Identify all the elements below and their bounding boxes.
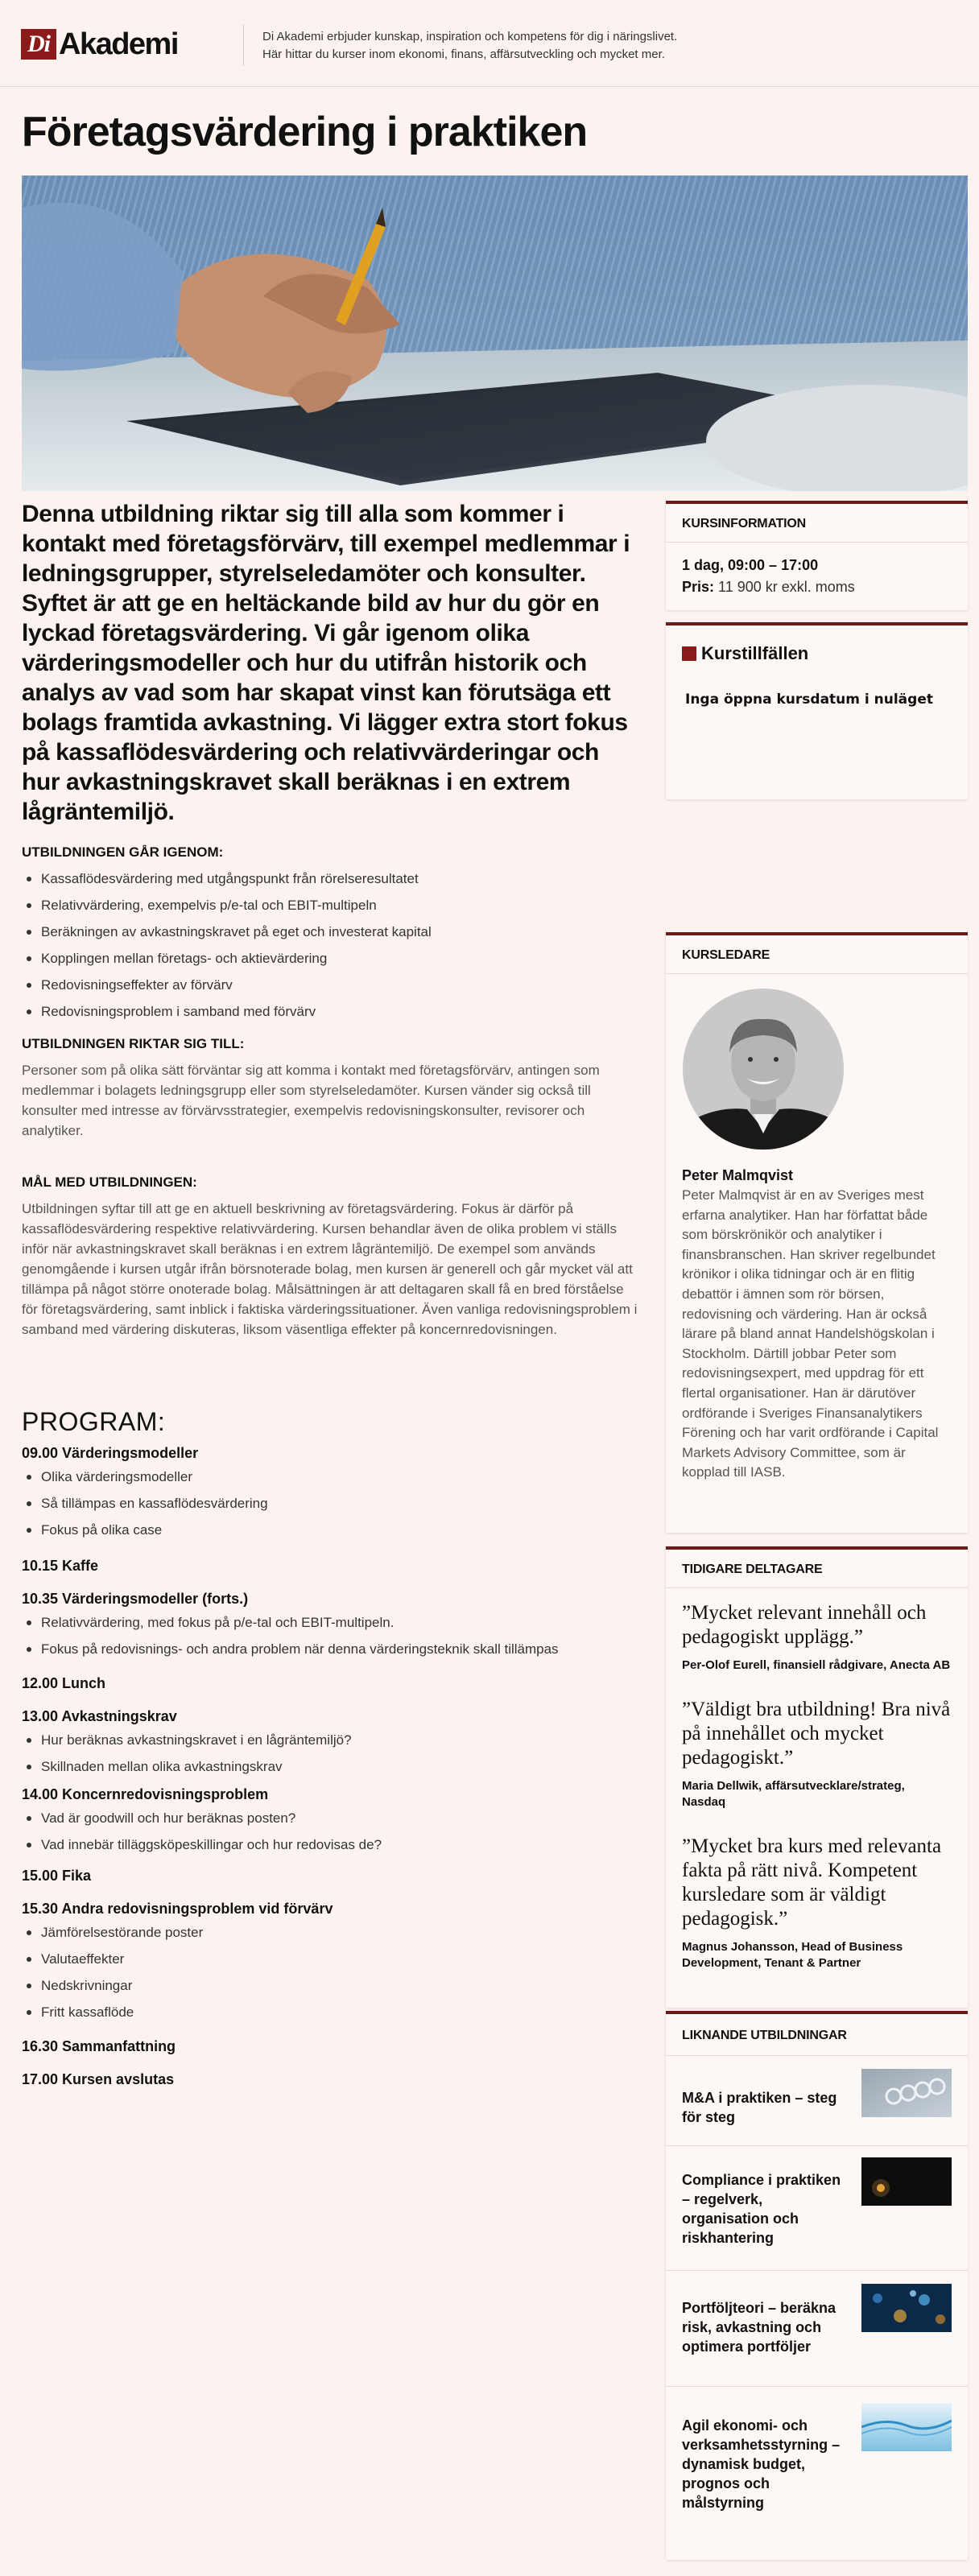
testimonial bbox=[682, 1835, 952, 1971]
program-slot: 16.30 Sammanfattning bbox=[22, 2038, 176, 2054]
similar-course-title[interactable]: Agil ekonomi- och verksamhetsstyrning – dynamisk budget, prognos och målstyrning bbox=[682, 2417, 841, 2511]
list-item: Kopplingen mellan företags- och aktievärdering bbox=[22, 945, 642, 972]
hero-image bbox=[22, 175, 968, 491]
di-akademi-logo[interactable] bbox=[21, 29, 178, 60]
course-dates-heading: Kurstillfällen bbox=[701, 643, 809, 663]
calendar-marker-icon bbox=[682, 646, 696, 661]
list-item: Redovisningsproblem i samband med förvärv bbox=[22, 998, 642, 1025]
course-intro: Denna utbildning riktar sig till alla som kommer i kontakt med företagsförvärv, till exempel medlemmar i ledningsgrupper, styrelseledamöter och konsulter. Syftet är att ge en heltäckande bild av hur du gör en lyckad företagsvärdering. Vi går igenom olika värderingsmodeller och hur du utifrån historik och analys av vad som har skapat vinst kan förutsäga ett bolags framtida avkastning. Vi lägger extra stort fokus på kassaflödesvärdering och relativvärderingar och hur avkastningskravet skall beräknas i en extrem lågräntemiljö. bbox=[22, 501, 630, 825]
list-item: Skillnaden mellan olika avkastningskrav bbox=[22, 1753, 642, 1780]
testimonials-heading: TIDIGARE DELTAGARE bbox=[666, 1550, 968, 1588]
covers-list bbox=[22, 865, 642, 1025]
leader-name: Peter Malmqvist bbox=[682, 1167, 794, 1183]
course-info-heading: KURSINFORMATION bbox=[666, 504, 968, 543]
testimonial-quote: ”Mycket relevant innehåll och pedagogiskt upplägg.” bbox=[682, 1602, 927, 1648]
leader-bio: Peter Malmqvist är en av Sveriges mest erfarna analytiker. Han har författat både som börskrönikör och analytiker i finansbranschen. Han skriver regelbundet krönikor i olika tidningar och är en flitig debattör i ämnen som rör börsen, redovisning och värdering. Han är också lärare på bland annat Handelshögskolan i Stockholm. Därtill jobbar Peter som redovisningsexpert, med uppdrag för ett flertal organisationer. Han är därutöver ordförande i Sveriges Finansanalytikers Förening och har varit ordförande i Capital Markets Advisory Committee, som är kopplad till IASB. bbox=[682, 1187, 939, 1480]
list-item: Olika värderingsmodeller bbox=[22, 1463, 642, 1490]
similar-courses-box bbox=[666, 2011, 968, 2560]
list-item: Jämförelsestörande poster bbox=[22, 1919, 642, 1946]
audience-text: Personer som på olika sätt förväntar sig att komma i kontakt med företagsförvärv, antingen som medlemmar i bolagets ledningsgrupp eller som styrelseledamöter. Kursen vänder sig också till konsulter med intresse av förvärvsstrategier, exempelvis redovisningskonsulter, revisorer och analytiker. bbox=[22, 1063, 600, 1138]
logo-di-mark: Di bbox=[21, 29, 56, 60]
course-leader-heading: KURSLEDARE bbox=[666, 935, 968, 974]
list-item: Fokus på olika case bbox=[22, 1517, 642, 1543]
program-slot: 12.00 Lunch bbox=[22, 1675, 106, 1691]
testimonial-author: Maria Dellwik, affärsutvecklare/strateg, Nasdaq bbox=[682, 1779, 905, 1809]
list-item: Så tillämpas en kassaflödesvärdering bbox=[22, 1490, 642, 1517]
list-item: Kassaflödesvärdering med utgångspunkt från rörelseresultatet bbox=[22, 865, 642, 892]
similar-course-title[interactable]: Compliance i praktiken – regelverk, organisation och riskhantering bbox=[682, 2172, 841, 2246]
program-heading: PROGRAM: bbox=[22, 1407, 166, 1436]
program-slot: 09.00 Värderingsmodeller bbox=[22, 1445, 199, 1461]
list-item: Vad innebär tilläggsköpeskillingar och hur redovisas de? bbox=[22, 1831, 642, 1858]
goal-text: Utbildningen syftar till att ge en aktuell beskrivning av företagsvärdering. Fokus är därför på kassaflödesvärdering respektive relativvärdering. Kursen behandlar även de olika problem vi ställs inför när avkastningskravet skall beräknas i en extrem lågräntemiljö. De exempel som används genomgående i kursen utgår ifrån börsnoterade bolag, men kursen är generell och går mycket väl att tillämpa på något större onoterade bolag. Målsättningen är att deltagaren skall få en bred förståelse för företagsvärdering, samt inblick i faktiska värderingssituationer. Även vanliga redovisningsproblem i samband med värdering diskuteras, liksom väsentliga effekter på koncernredovisningen. bbox=[22, 1201, 638, 1337]
testimonial-quote: ”Väldigt bra utbildning! Bra nivå på innehållet och mycket pedagogiskt.” bbox=[682, 1699, 951, 1769]
list-item: Fokus på redovisnings- och andra problem när denna värderingsteknik skall tillämpas bbox=[22, 1636, 642, 1662]
testimonial bbox=[682, 1698, 952, 1810]
program-schedule bbox=[22, 1445, 642, 2088]
leader-avatar bbox=[683, 989, 844, 1150]
testimonial-author: Per-Olof Eurell, finansiell rådgivare, Anecta AB bbox=[682, 1658, 951, 1672]
list-item: Redovisningseffekter av förvärv bbox=[22, 972, 642, 998]
tagline-line-1: Di Akademi erbjuder kunskap, inspiration och kompetens för dig i näringslivet. bbox=[262, 30, 678, 43]
site-header bbox=[0, 0, 979, 87]
list-item: Nedskrivningar bbox=[22, 1972, 642, 1999]
logo-wordmark: Akademi bbox=[59, 27, 178, 61]
similar-course-card[interactable] bbox=[666, 2146, 968, 2271]
goal-heading: MÅL MED UTBILDNINGEN: bbox=[22, 1174, 197, 1190]
covers-heading: UTBILDNINGEN GÅR IGENOM: bbox=[22, 844, 224, 860]
course-price bbox=[682, 579, 952, 596]
header-tagline bbox=[262, 28, 778, 64]
tagline-line-2: Här hittar du kurser inom ekonomi, finans, affärsutveckling och mycket mer. bbox=[262, 47, 665, 61]
price-value: 11 900 kr exkl. moms bbox=[718, 579, 855, 595]
similar-course-thumbnail[interactable] bbox=[861, 2069, 952, 2117]
course-info-box bbox=[666, 501, 968, 610]
list-item: Relativvärdering, exempelvis p/e-tal och EBIT-multipeln bbox=[22, 892, 642, 919]
course-dates-box bbox=[666, 622, 968, 799]
list-item: Fritt kassaflöde bbox=[22, 1999, 642, 2025]
testimonial-author: Magnus Johansson, Head of Business Development, Tenant & Partner bbox=[682, 1940, 903, 1970]
list-item: Vad är goodwill och hur beräknas posten? bbox=[22, 1805, 642, 1831]
similar-course-title[interactable]: Portföljteori – beräkna risk, avkastning och optimera portföljer bbox=[682, 2300, 836, 2355]
audience-heading: UTBILDNINGEN RIKTAR SIG TILL: bbox=[22, 1036, 245, 1051]
page-title: Företagsvärdering i praktiken bbox=[22, 109, 588, 155]
course-duration: 1 dag, 09:00 – 17:00 bbox=[682, 557, 819, 573]
testimonial-quote: ”Mycket bra kurs med relevanta fakta på rätt nivå. Kompetent kursledare som är väldigt pedagogisk.” bbox=[682, 1835, 942, 1930]
testimonial bbox=[682, 1601, 952, 1674]
similar-course-thumbnail[interactable] bbox=[861, 2157, 952, 2206]
course-leader-box bbox=[666, 932, 968, 1533]
program-slot: 10.35 Värderingsmodeller (forts.) bbox=[22, 1591, 249, 1607]
testimonials-box bbox=[666, 1546, 968, 2008]
price-label: Pris: bbox=[682, 579, 715, 595]
similar-course-card[interactable] bbox=[666, 2056, 968, 2146]
header-divider bbox=[243, 24, 244, 66]
program-slot: 14.00 Koncernredovisningsproblem bbox=[22, 1786, 269, 1802]
no-dates-message: Inga öppna kursdatum i nuläget bbox=[685, 691, 933, 708]
similar-courses-heading: LIKNANDE UTBILDNINGAR bbox=[666, 2014, 968, 2056]
list-item: Valutaeffekter bbox=[22, 1946, 642, 1972]
program-slot: 13.00 Avkastningskrav bbox=[22, 1708, 177, 1724]
program-slot: 15.30 Andra redovisningsproblem vid förvärv bbox=[22, 1901, 333, 1917]
program-slot: 10.15 Kaffe bbox=[22, 1558, 99, 1574]
program-slot: 15.00 Fika bbox=[22, 1868, 92, 1884]
list-item: Relativvärdering, med fokus på p/e-tal och EBIT-multipeln. bbox=[22, 1609, 642, 1636]
similar-course-thumbnail[interactable] bbox=[861, 2284, 952, 2332]
program-slot: 17.00 Kursen avslutas bbox=[22, 2071, 175, 2087]
similar-course-card[interactable] bbox=[666, 2387, 968, 2548]
main-content bbox=[22, 499, 642, 2088]
list-item: Hur beräknas avkastningskravet i en lågräntemiljö? bbox=[22, 1727, 642, 1753]
list-item: Beräkningen av avkastningskravet på eget och investerat kapital bbox=[22, 919, 642, 945]
similar-course-thumbnail[interactable] bbox=[861, 2403, 952, 2451]
similar-course-title[interactable]: M&A i praktiken – steg för steg bbox=[682, 2090, 837, 2125]
similar-course-card[interactable] bbox=[666, 2271, 968, 2387]
